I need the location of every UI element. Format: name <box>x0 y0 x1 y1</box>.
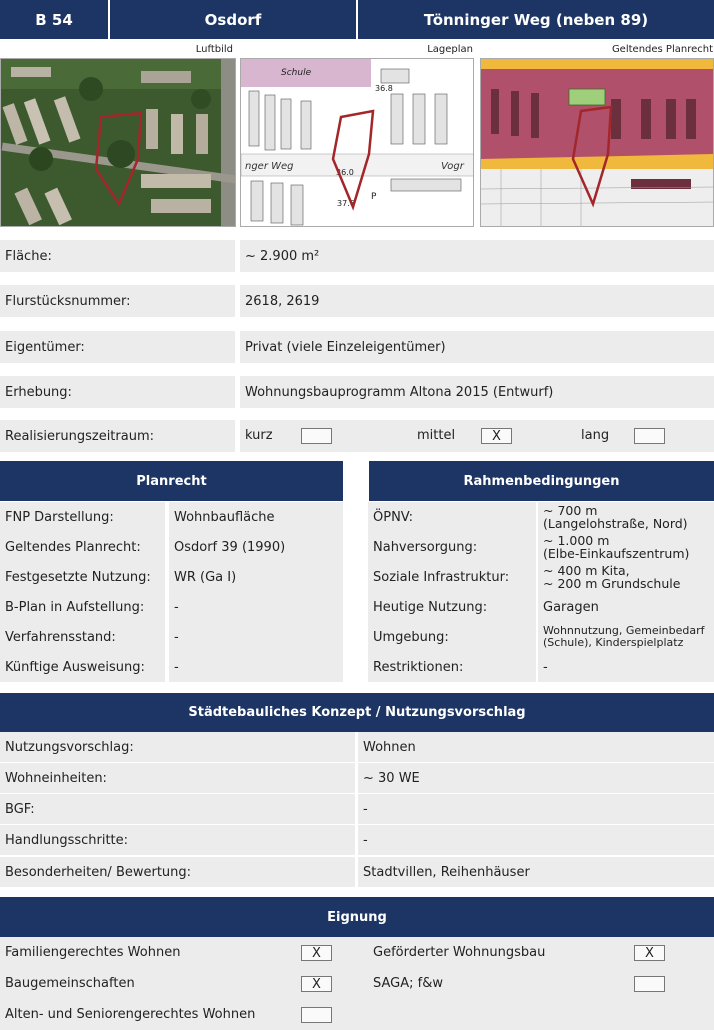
planrecht-label: Verfahrensstand: <box>0 622 165 652</box>
area-value: ~ 2.900 m² <box>240 240 714 272</box>
planrecht-label: B-Plan in Aufstellung: <box>0 592 165 622</box>
rahmen-label: Restriktionen: <box>368 652 536 682</box>
planrecht-label: Geltendes Planrecht: <box>0 532 165 562</box>
period-medium-checkbox[interactable]: X <box>481 428 512 444</box>
rahmen-value-line: (Elbe-Einkaufszentrum) <box>543 546 690 561</box>
konzept-label: Nutzungsvorschlag: <box>0 732 355 762</box>
zoning-plan-map <box>480 58 714 227</box>
eignung-checkbox[interactable]: X <box>634 945 665 961</box>
konzept-label: Handlungsschritte: <box>0 825 355 855</box>
site-id: B 54 <box>35 10 73 29</box>
header-bar <box>0 0 714 39</box>
district-name: Osdorf <box>204 10 262 29</box>
site-plan-map <box>240 58 474 227</box>
konzept-value: Stadtvillen, Reihenhäuser <box>358 857 714 887</box>
eignung-header: Eignung <box>0 897 714 937</box>
rahmen-value: - <box>538 652 714 682</box>
rahmen-value-line: ~ 1.000 m <box>543 533 610 548</box>
owner-label: Eigentümer: <box>0 331 235 363</box>
rahmen-value-line: (Schule), Kinderspielplatz <box>543 636 684 649</box>
konzept-value: - <box>358 794 714 824</box>
planrecht-value: WR (Ga I) <box>169 562 343 592</box>
site-plan-label: Lageplan <box>427 44 473 55</box>
period-short-label: kurz <box>245 428 273 443</box>
rahmen-value <box>538 562 714 592</box>
eignung-checkbox[interactable]: X <box>301 945 332 961</box>
map-label-elevation: 37.6 <box>337 199 355 208</box>
period-long-checkbox[interactable] <box>634 428 665 444</box>
planrecht-header: Planrecht <box>0 461 343 501</box>
konzept-header: Städtebauliches Konzept / Nutzungsvorschlag <box>0 693 714 732</box>
rahmen-value-line: (Langelohstraße, Nord) <box>543 516 688 531</box>
planrecht-value: - <box>169 652 343 682</box>
survey-label: Erhebung: <box>0 376 235 408</box>
planrecht-value: Osdorf 39 (1990) <box>169 532 343 562</box>
map-label-school: Schule <box>281 68 312 78</box>
rahmen-value-line: ~ 400 m Kita, <box>543 563 630 578</box>
parcel-value: 2618, 2619 <box>240 285 714 317</box>
planrecht-value: - <box>169 592 343 622</box>
eignung-checkbox[interactable] <box>634 976 665 992</box>
eignung-label: Baugemeinschaften <box>5 976 135 991</box>
konzept-value: - <box>358 825 714 855</box>
planrecht-label: Künftige Ausweisung: <box>0 652 165 682</box>
eignung-label: Alten- und Seniorengerechtes Wohnen <box>5 1007 256 1022</box>
map-label-street-right: Vogr <box>441 161 464 172</box>
rahmen-value-line: ~ 200 m Grundschule <box>543 576 681 591</box>
rahmen-value <box>538 502 714 532</box>
period-short-checkbox[interactable] <box>301 428 332 444</box>
aerial-label: Luftbild <box>195 44 233 55</box>
rahmen-value-line: ~ 700 m <box>543 503 598 518</box>
eignung-label: Familiengerechtes Wohnen <box>5 945 181 960</box>
rahmen-label: Umgebung: <box>368 622 536 652</box>
rahmen-value <box>538 622 714 652</box>
rahmen-label: ÖPNV: <box>368 502 536 532</box>
period-medium-label: mittel <box>417 428 456 443</box>
zoning-plan-label: Geltendes Planrecht <box>611 44 713 55</box>
map-label-parking: P <box>371 192 377 202</box>
location-name: Tönninger Weg (neben 89) <box>423 10 649 29</box>
planrecht-value: - <box>169 622 343 652</box>
planrecht-label: Festgesetzte Nutzung: <box>0 562 165 592</box>
konzept-value: ~ 30 WE <box>358 763 714 793</box>
eignung-checkbox[interactable] <box>301 1007 332 1023</box>
map-label-elevation: 36.8 <box>375 84 393 93</box>
owner-value: Privat (viele Einzeleigentümer) <box>240 331 714 363</box>
map-label-elevation: 36.0 <box>336 168 354 177</box>
rahmen-value <box>538 532 714 562</box>
planrecht-label: FNP Darstellung: <box>0 502 165 532</box>
period-label: Realisierungszeitraum: <box>0 420 235 452</box>
konzept-label: Wohneinheiten: <box>0 763 355 793</box>
eignung-label: Geförderter Wohnungsbau <box>373 945 546 960</box>
area-label: Fläche: <box>0 240 235 272</box>
period-long-label: lang <box>581 428 610 443</box>
eignung-label: SAGA; f&w <box>373 976 443 991</box>
aerial-photo <box>0 58 236 227</box>
rahmen-header: Rahmenbedingungen <box>369 461 714 501</box>
rahmen-value: Garagen <box>538 592 714 622</box>
rahmen-label: Soziale Infrastruktur: <box>368 562 536 592</box>
parcel-label: Flurstücksnummer: <box>0 285 235 317</box>
planrecht-value: Wohnbaufläche <box>169 502 343 532</box>
konzept-value: Wohnen <box>358 732 714 762</box>
survey-value: Wohnungsbauprogramm Altona 2015 (Entwurf) <box>240 376 714 408</box>
rahmen-value-line: Wohnnutzung, Gemeinbedarf <box>543 624 705 637</box>
rahmen-label: Nahversorgung: <box>368 532 536 562</box>
rahmen-label: Heutige Nutzung: <box>368 592 536 622</box>
konzept-label: Besonderheiten/ Bewertung: <box>0 857 355 887</box>
eignung-checkbox[interactable]: X <box>301 976 332 992</box>
map-label-street-left: nger Weg <box>245 161 294 172</box>
konzept-label: BGF: <box>0 794 355 824</box>
